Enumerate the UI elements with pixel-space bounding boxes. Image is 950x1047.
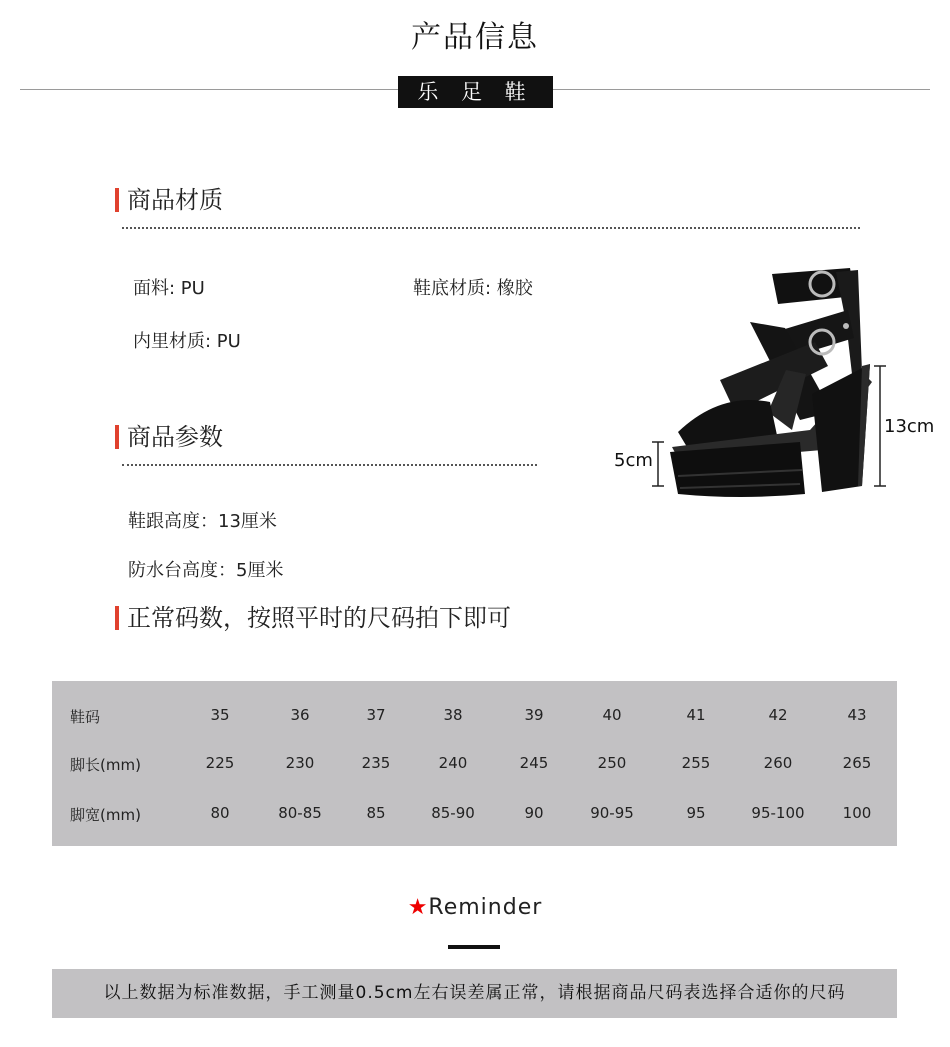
reminder-underline [448,945,500,949]
params-section-title: 商品参数 [115,423,223,451]
platform-dimension-label: 5cm [614,450,653,471]
table-cell: 37 [366,706,386,724]
fabric-spec: 面料: PU [133,278,205,299]
platform-height-spec: 防水台高度：5厘米 [128,560,284,581]
params-dotted-divider [122,464,537,466]
table-cell: 41 [686,706,706,724]
heel-dimension-label: 13cm [884,416,935,437]
row-label-foot-width: 脚宽(mm) [70,806,141,824]
material-dotted-divider [122,227,860,229]
table-cell: 225 [205,754,235,772]
table-cell: 260 [763,754,793,772]
table-cell: 43 [847,706,867,724]
row-label-foot-length: 脚长(mm) [70,756,141,774]
reminder-heading [0,895,950,920]
table-cell: 80-85 [278,804,322,822]
lining-spec: 内里材质: PU [133,331,241,352]
table-cell: 230 [285,754,315,772]
table-cell: 90-95 [590,804,634,822]
table-cell: 245 [519,754,549,772]
table-cell: 39 [524,706,544,724]
brand-badge: 乐 足 鞋 业 [398,76,553,108]
sole-spec: 鞋底材质: 橡胶 [413,278,533,299]
table-cell: 80 [210,804,230,822]
material-section-title: 商品材质 [115,186,223,214]
table-cell: 35 [210,706,230,724]
reminder-note-text: 以上数据为标准数据，手工测量0.5cm左右误差属正常，请根据商品尺码表选择合适你的尺码 [103,983,846,1003]
table-cell: 95 [686,804,706,822]
row-label-size: 鞋码 [70,708,101,726]
sandal-product-image [600,262,945,512]
table-cell: 85 [366,804,386,822]
table-cell: 36 [290,706,310,724]
table-cell: 85-90 [431,804,475,822]
reminder-title: Reminder [428,895,543,920]
size-table [52,681,897,846]
page-title: 产品信息 [411,20,539,55]
table-cell: 250 [597,754,627,772]
star-icon: ★ [407,895,429,920]
table-cell: 95-100 [751,804,805,822]
table-cell: 38 [443,706,463,724]
table-cell: 255 [681,754,711,772]
table-cell: 40 [602,706,622,724]
table-cell: 90 [524,804,544,822]
table-cell: 100 [842,804,872,822]
table-cell: 235 [361,754,391,772]
table-cell: 240 [438,754,468,772]
heel-height-spec: 鞋跟高度：13厘米 [128,511,277,532]
table-cell: 42 [768,706,788,724]
table-cell: 265 [842,754,872,772]
size-section-title: 正常码数，按照平时的尺码拍下即可 [115,604,511,632]
